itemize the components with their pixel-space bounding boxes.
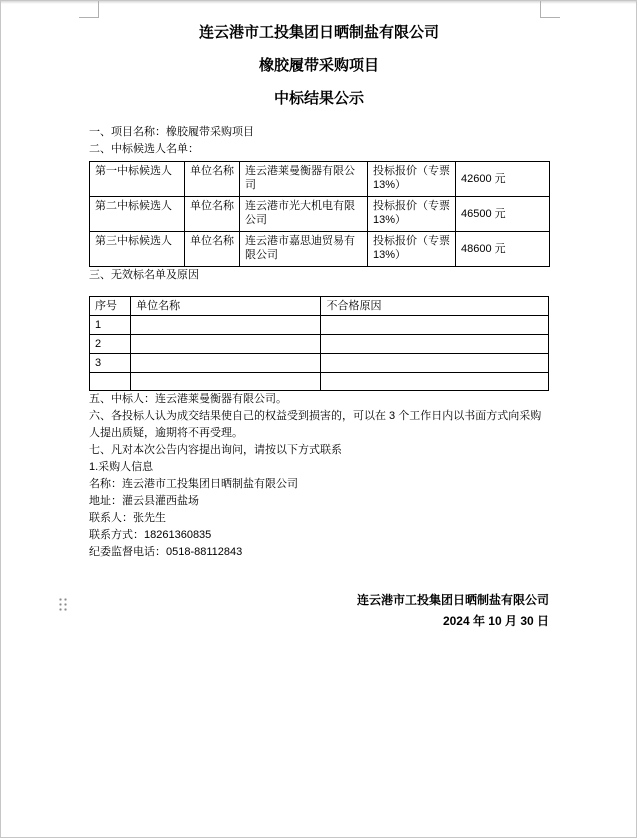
doc-title-announcement: 中标结果公示 [273, 90, 364, 107]
candidate-unit-label: 单位名称 [185, 232, 240, 267]
cell-seq [90, 373, 131, 391]
section-inquiry: 七、凡对本次公告内容提出询问，请按以下方式联系 [89, 444, 342, 456]
candidate-price: 42600 元 [456, 162, 550, 197]
candidate-unit-label: 单位名称 [185, 197, 240, 232]
candidate-company: 连云港市嘉思迪贸易有限公司 [240, 232, 368, 267]
cell-seq: 2 [90, 335, 131, 354]
section-invalid-bids-heading: 三、无效标名单及原因 [89, 269, 199, 281]
candidate-company: 连云港市光大机电有限公司 [240, 197, 368, 232]
cell-unit [131, 335, 321, 354]
candidate-price-label: 投标报价（专票13%） [368, 232, 456, 267]
buyer-phone: 联系方式：18261360835 [89, 529, 212, 541]
candidates-table [89, 161, 550, 267]
cell-seq: 3 [90, 354, 131, 373]
candidate-row-1 [90, 162, 550, 197]
cell-seq: 1 [90, 316, 131, 335]
candidate-row-3 [90, 232, 550, 267]
cell-reason [321, 354, 549, 373]
section-winner: 五、中标人：连云港莱曼衡器有限公司。 [89, 393, 287, 405]
invalid-row-2 [90, 335, 549, 354]
candidate-rank: 第一中标候选人 [90, 162, 185, 197]
invalid-row-3 [90, 354, 549, 373]
candidate-price: 48600 元 [456, 232, 550, 267]
cell-unit [131, 316, 321, 335]
document-body [89, 1, 549, 632]
invalid-row-4 [90, 373, 549, 391]
supervision-phone: 纪委监督电话：0518-88112843 [89, 546, 243, 558]
candidate-price: 46500 元 [456, 197, 550, 232]
cell-reason [321, 335, 549, 354]
col-header-unit: 单位名称 [131, 297, 321, 316]
section-project-name: 一、项目名称：橡胶履带采购项目 [89, 126, 254, 138]
buyer-address: 地址：灌云县灌西盐场 [89, 495, 199, 507]
signature-company: 连云港市工投集团日晒制盐有限公司 [356, 593, 549, 607]
signature-date: 2024 年 10 月 30 日 [442, 614, 549, 628]
buyer-info-heading: 1.采购人信息 [89, 461, 154, 473]
candidate-rank: 第二中标候选人 [90, 197, 185, 232]
buyer-contact-person: 联系人：张先生 [89, 512, 166, 524]
buyer-name: 名称：连云港市工投集团日晒制盐有限公司 [89, 478, 298, 490]
section-objection: 六、各投标人认为成交结果使自己的权益受到损害的，可以在 3 个工作日内以书面方式向采购人提出质疑，逾期将不再受理。 [89, 410, 542, 439]
section-candidate-list-heading: 二、中标候选人名单： [89, 143, 199, 155]
candidate-rank: 第三中标候选人 [90, 232, 185, 267]
candidate-price-label: 投标报价（专票13%） [368, 197, 456, 232]
candidate-price-label: 投标报价（专票13%） [368, 162, 456, 197]
invalid-row-1 [90, 316, 549, 335]
cell-reason [321, 316, 549, 335]
doc-title-project: 橡胶履带采购项目 [258, 57, 379, 74]
candidate-unit-label: 单位名称 [185, 162, 240, 197]
cell-unit [131, 354, 321, 373]
doc-title-company: 连云港市工投集团日晒制盐有限公司 [198, 24, 439, 41]
cell-unit [131, 373, 321, 391]
candidate-row-2 [90, 197, 550, 232]
col-header-seq: 序号 [90, 297, 131, 316]
col-header-reason: 不合格原因 [321, 297, 549, 316]
invalid-bids-table [89, 296, 549, 391]
invalid-header-row [90, 297, 549, 316]
drag-handle-icon[interactable] [58, 597, 68, 611]
candidate-company: 连云港莱曼衡器有限公司 [240, 162, 368, 197]
cell-reason [321, 373, 549, 391]
